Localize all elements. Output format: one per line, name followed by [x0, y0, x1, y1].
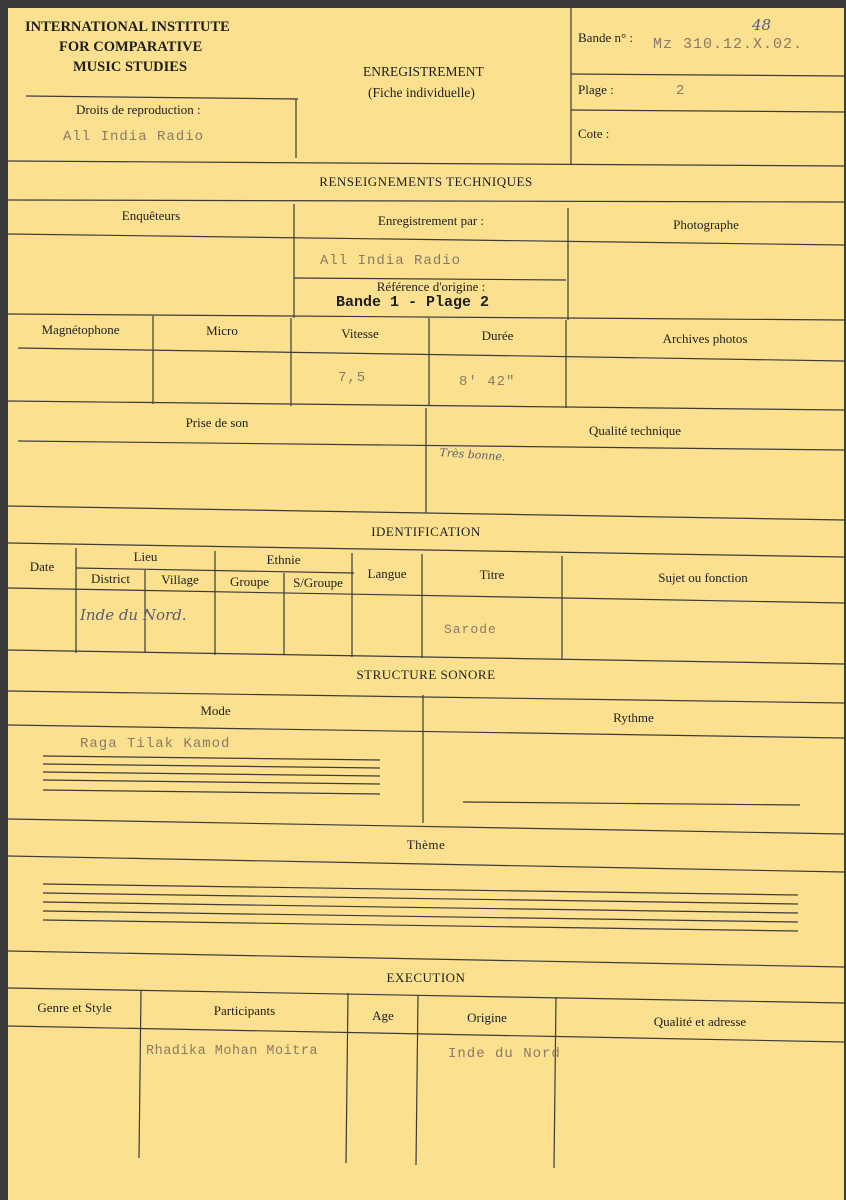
date-label: Date	[29, 559, 55, 574]
droits-label: Droits de reproduction :	[76, 102, 201, 117]
participants-label: Participants	[213, 1003, 276, 1018]
enqueteurs-label: Enquêteurs	[121, 208, 181, 223]
district-label: District	[91, 571, 130, 586]
cote-label: Cote :	[578, 126, 610, 141]
prise-label: Prise de son	[185, 415, 249, 430]
reference-label: Référence d'origine :	[376, 279, 486, 294]
qualite-technique-value: Très bonne.	[439, 446, 506, 464]
droits-value: All India Radio	[63, 129, 205, 145]
institute-line-3: MUSIC STUDIES	[73, 59, 188, 75]
institute-line-2: FOR COMPARATIVE	[59, 39, 203, 55]
ethnie-label: Ethnie	[266, 552, 301, 567]
enregistrement-value: All India Radio	[320, 253, 462, 269]
lieu-value: Inde du Nord.	[80, 606, 187, 624]
origine-value: Inde du Nord	[448, 1046, 561, 1062]
bande-value: Mz 310.12.X.02.	[653, 36, 804, 53]
lieu-label: Lieu	[133, 549, 158, 564]
bande-label: Bande n° :	[578, 30, 634, 45]
rythme-label: Rythme	[613, 710, 654, 725]
participant-value: Rhadika Mohan Moitra	[146, 1044, 319, 1059]
vitesse-label: Vitesse	[341, 326, 379, 341]
titre-label: Titre	[479, 567, 505, 582]
sujet-label: Sujet ou fonction	[658, 570, 748, 585]
village-label: Village	[161, 572, 199, 587]
card-title: ENREGISTREMENT	[363, 64, 484, 79]
sgroupe-label: S/Groupe	[293, 575, 343, 590]
reference-value: Bande 1 - Plage 2	[336, 294, 490, 311]
micro-label: Micro	[206, 323, 238, 338]
execution-section-title: EXECUTION	[386, 970, 466, 985]
technique-section-title: RENSEIGNEMENTS TECHNIQUES	[319, 174, 533, 189]
vitesse-value: 7,5	[338, 370, 367, 386]
structure-section-title: STRUCTURE SONORE	[356, 667, 496, 682]
plage-label: Plage :	[578, 82, 614, 97]
archives-label: Archives photos	[662, 331, 748, 346]
bande-annotation: 48	[752, 16, 772, 34]
groupe-label: Groupe	[230, 574, 269, 589]
plage-value: 2	[676, 83, 686, 99]
age-label: Age	[372, 1008, 394, 1023]
magnetophone-label: Magnétophone	[41, 322, 120, 337]
enregistrement-label: Enregistrement par :	[377, 213, 485, 228]
origine-label: Origine	[467, 1010, 507, 1025]
identification-section-title: IDENTIFICATION	[371, 524, 481, 539]
qualite-adresse-label: Qualité et adresse	[653, 1014, 747, 1029]
duree-value: 8' 42"	[459, 374, 516, 390]
mode-value: Raga Tilak Kamod	[80, 736, 231, 752]
photographe-label: Photographe	[673, 217, 739, 232]
titre-value: Sarode	[444, 622, 497, 637]
langue-label: Langue	[367, 566, 407, 581]
theme-section-title: Thème	[406, 837, 446, 852]
duree-label: Durée	[481, 328, 514, 343]
mode-label: Mode	[200, 703, 231, 718]
card-subtitle: (Fiche individuelle)	[368, 85, 475, 100]
record-card	[8, 8, 844, 1200]
genre-label: Genre et Style	[37, 1000, 112, 1015]
qualite-technique-label: Qualité technique	[588, 423, 682, 438]
institute-line-1: INTERNATIONAL INSTITUTE	[25, 19, 230, 35]
